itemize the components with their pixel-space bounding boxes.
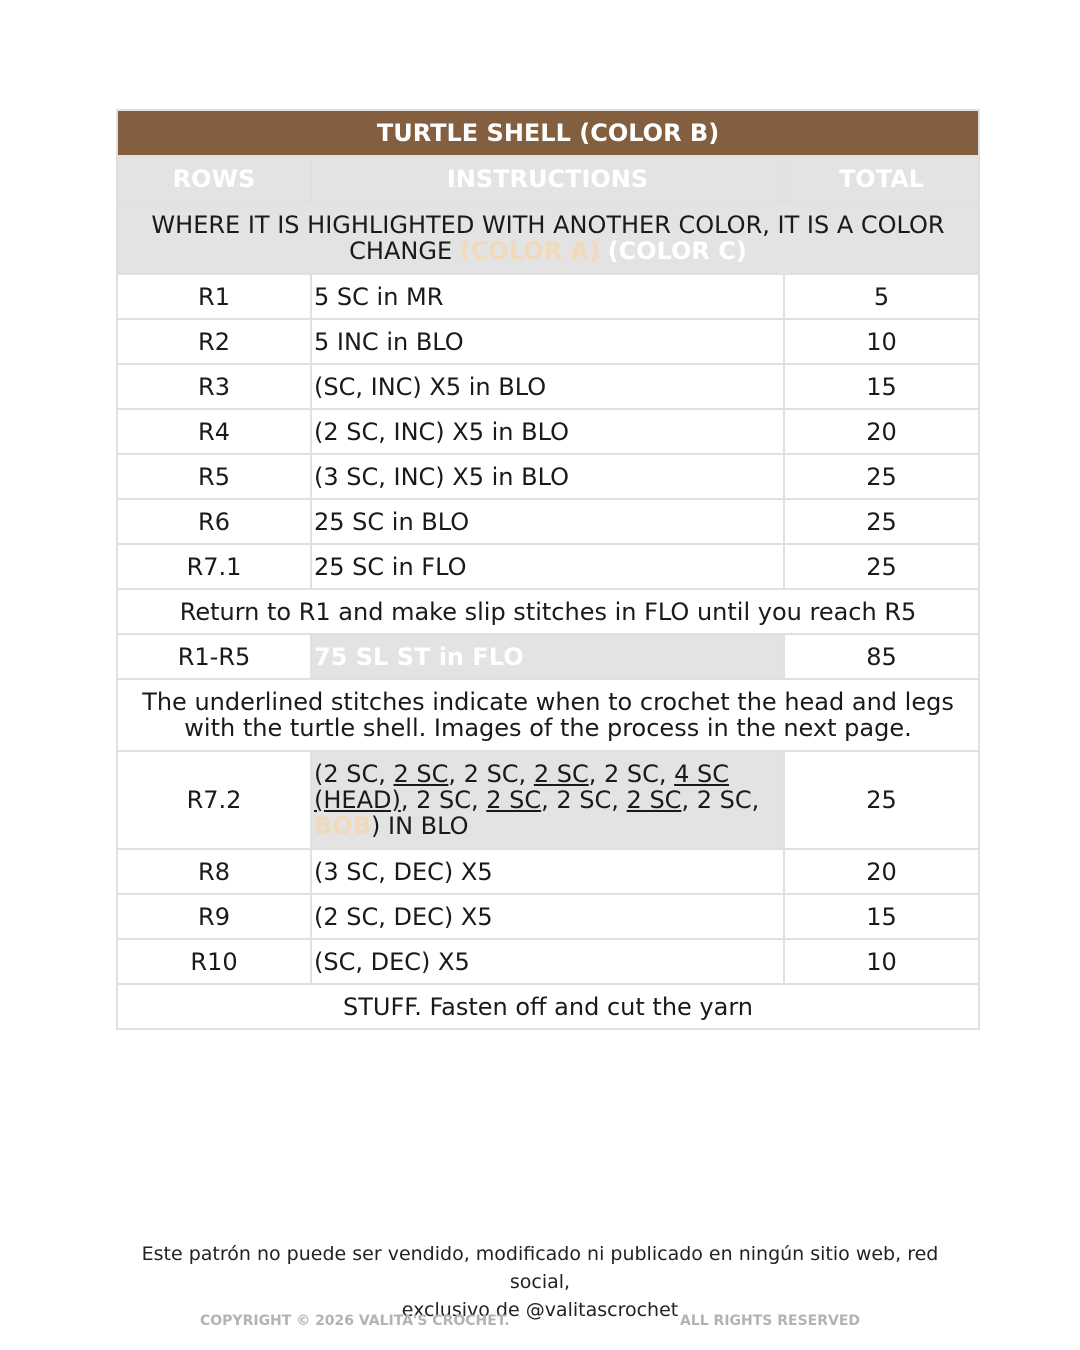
table-row xyxy=(117,499,979,544)
row-total: 20 xyxy=(784,849,979,894)
row-total: 15 xyxy=(784,894,979,939)
instr-part: , 2 SC, xyxy=(400,786,487,814)
footer-line-1: Este patrón no puede ser vendido, modificado ni publicado en ningún sitio web, red social, xyxy=(141,1243,939,1293)
underlined-stitch: 2 SC xyxy=(486,786,542,814)
row-total: 85 xyxy=(784,634,979,679)
footer-disclaimer xyxy=(110,1240,970,1324)
table-row xyxy=(117,849,979,894)
row-instruction: (3 SC, INC) X5 in BLO xyxy=(311,454,784,499)
table-row xyxy=(117,409,979,454)
table-title: TURTLE SHELL (COLOR B) xyxy=(117,110,979,156)
instr-part: , 2 SC, xyxy=(681,786,760,814)
row-label: R4 xyxy=(117,409,311,454)
row-total: 10 xyxy=(784,939,979,984)
row-label: R7.1 xyxy=(117,544,311,589)
row-instruction: (3 SC, DEC) X5 xyxy=(311,849,784,894)
row-label: R10 xyxy=(117,939,311,984)
row-instruction: 25 SC in BLO xyxy=(311,499,784,544)
row-instruction xyxy=(311,751,784,849)
row-label: R8 xyxy=(117,849,311,894)
row-total: 20 xyxy=(784,409,979,454)
table-row xyxy=(117,364,979,409)
color-c-label: (COLOR C) xyxy=(607,237,747,265)
underlined-stitch: 2 SC xyxy=(533,760,589,788)
table-row xyxy=(117,274,979,319)
final-note-row xyxy=(117,984,979,1029)
return-note-row xyxy=(117,589,979,634)
row-total: 15 xyxy=(784,364,979,409)
row-label: R2 xyxy=(117,319,311,364)
row-label: R7.2 xyxy=(117,751,311,849)
row-instruction: (SC, DEC) X5 xyxy=(311,939,784,984)
instr-part: ) IN BLO xyxy=(371,812,469,840)
row-total: 25 xyxy=(784,499,979,544)
instr-part: , 2 SC, xyxy=(448,760,534,788)
row-label: R9 xyxy=(117,894,311,939)
row-instruction: 5 INC in BLO xyxy=(311,319,784,364)
row-total: 5 xyxy=(784,274,979,319)
color-a-label: (COLOR A) xyxy=(459,237,600,265)
table-row xyxy=(117,634,979,679)
row-total: 25 xyxy=(784,544,979,589)
instr-part: , 2 SC, xyxy=(588,760,675,788)
row-label: R1-R5 xyxy=(117,634,311,679)
pattern-table xyxy=(116,109,980,1030)
table-row xyxy=(117,939,979,984)
row-label: R6 xyxy=(117,499,311,544)
row-instruction: 75 SL ST in FLO xyxy=(311,634,784,679)
underline-note-row xyxy=(117,679,979,751)
bob-stitch: BOB xyxy=(314,812,371,840)
underline-note: The underlined stitches indicate when to crochet the head and legs with the turtle shell. Images of the process in the next page. xyxy=(117,679,979,751)
header-instructions: INSTRUCTIONS xyxy=(311,156,784,202)
header-total: TOTAL xyxy=(784,156,979,202)
row-label: R1 xyxy=(117,274,311,319)
row-instruction: 25 SC in FLO xyxy=(311,544,784,589)
table-row xyxy=(117,544,979,589)
row-label: R5 xyxy=(117,454,311,499)
color-note xyxy=(117,202,979,274)
underlined-stitch: 4 SC (HEAD) xyxy=(314,760,729,814)
title-row xyxy=(117,110,979,156)
row-label: R3 xyxy=(117,364,311,409)
row-instruction: 5 SC in MR xyxy=(311,274,784,319)
color-note-row xyxy=(117,202,979,274)
row-instruction: (SC, INC) X5 in BLO xyxy=(311,364,784,409)
header-rows: ROWS xyxy=(117,156,311,202)
final-note: STUFF. Fasten off and cut the yarn xyxy=(117,984,979,1029)
table-row xyxy=(117,894,979,939)
instr-part: (2 SC, xyxy=(314,760,394,788)
table-row xyxy=(117,454,979,499)
rights-text: ALL RIGHTS RESERVED xyxy=(680,1313,861,1329)
color-note-text: WHERE IT IS HIGHLIGHTED WITH ANOTHER COLOR, IT IS A COLOR CHANGE xyxy=(151,211,945,265)
instr-part: , 2 SC, xyxy=(541,786,627,814)
header-row xyxy=(117,156,979,202)
copyright-text: COPYRIGHT © 2026 VALITA'S CROCHET. xyxy=(200,1313,510,1329)
underlined-stitch: 2 SC xyxy=(393,760,449,788)
row-total: 10 xyxy=(784,319,979,364)
row-instruction: (2 SC, DEC) X5 xyxy=(311,894,784,939)
underlined-stitch: 2 SC xyxy=(626,786,682,814)
table-row xyxy=(117,319,979,364)
row-total: 25 xyxy=(784,751,979,849)
row-instruction: (2 SC, INC) X5 in BLO xyxy=(311,409,784,454)
return-note: Return to R1 and make slip stitches in FLO until you reach R5 xyxy=(117,589,979,634)
table-row xyxy=(117,751,979,849)
row-total: 25 xyxy=(784,454,979,499)
footer-line-2: exclusivo de @valitascrochet xyxy=(401,1299,679,1321)
